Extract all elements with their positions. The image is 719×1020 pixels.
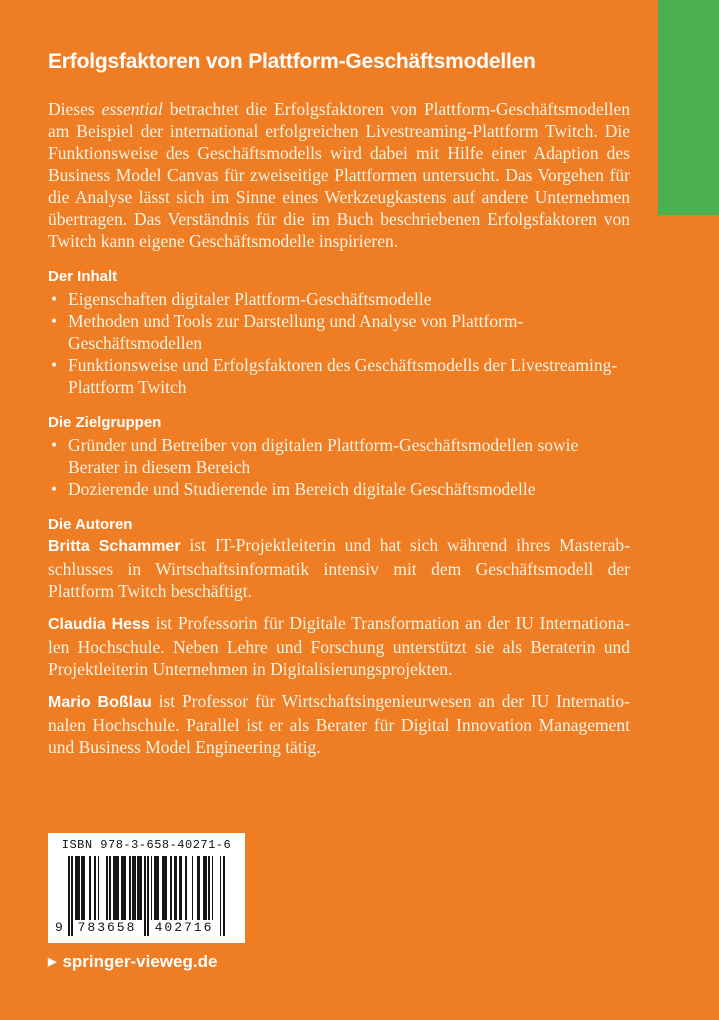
- bullet-icon: •: [51, 355, 58, 375]
- publisher-url: [48, 952, 217, 972]
- author-bio: [48, 690, 630, 758]
- intro-paragraph: [48, 98, 630, 252]
- author-name: Mario Boßlau: [48, 694, 152, 711]
- author-name: Claudia Hess: [48, 616, 150, 633]
- author-name: Britta Schammer: [48, 538, 181, 555]
- isbn-label: ISBN 978-3-658-40271-6: [61, 838, 232, 852]
- section-heading-inhalt: Der Inhalt: [48, 268, 118, 285]
- cover-text-block: [48, 50, 630, 758]
- list-item: [48, 434, 630, 478]
- author-bio-text: ist Professorin für Digitale Transformation an der IU Internationalen Hochschule. Neben Lehre und Forschung unterstützt sie als Beraterin und Projektleiterin Unternehmen in Digitalisierungsprojekten.: [48, 613, 631, 679]
- barcode-digits-right: 402716: [151, 920, 217, 936]
- list-item: [48, 310, 630, 354]
- list-item-text: Dozierende und Studierende im Bereich digitale Geschäftsmodelle: [68, 479, 536, 499]
- arrow-icon: ▶: [48, 956, 57, 968]
- author-bio-text: ist IT-Projektleiterin und hat sich während ihres Masterabschlusses in Wirtschaftsinformatik intensiv mit dem Geschäftsmodell der Plattform Twitch beschäftigt.: [48, 535, 631, 601]
- inhalt-list: [48, 288, 630, 398]
- page-title: Erfolgsfaktoren von Plattform-Geschäftsmodellen: [48, 50, 536, 73]
- author-bio: [48, 612, 630, 680]
- bullet-icon: •: [51, 289, 58, 309]
- bullet-icon: •: [51, 435, 58, 455]
- zielgruppen-list: [48, 434, 630, 500]
- bullet-icon: •: [51, 311, 58, 331]
- section-heading-zielgruppen: Die Zielgruppen: [48, 414, 162, 431]
- isbn-barcode: [48, 833, 245, 943]
- intro-text-pre: Dieses: [48, 99, 102, 119]
- series-color-stripe: [658, 0, 719, 215]
- barcode-digit-lead: 9: [55, 920, 63, 935]
- intro-text-post: betrachtet die Erfolgsfaktoren von Plattform-Geschäftsmodellen am Beispiel der international erfolgreichen Livestreaming-Plattform Twitch. Die Funktionsweise des Geschäftsmodells wird dabei mit Hilfe einer Adaption des Business Model Canvas für zweiseitige Plattformen untersucht. Das Vorgehen für die Analyse lässt sich im Sinne eines Werkzeugkastens auf andere Unternehmen übertragen. Das Verständnis für die im Buch beschriebenen Erfolgsfaktoren von Twitch kann eigene Geschäftsmodelle inspirieren.: [48, 99, 631, 251]
- list-item: [48, 478, 630, 500]
- list-item-text: Eigenschaften digitaler Plattform-Geschäftsmodelle: [68, 289, 432, 309]
- list-item-text: Methoden und Tools zur Darstellung und Analyse von Plattform-Geschäftsmodellen: [68, 311, 524, 353]
- author-bio: [48, 534, 630, 602]
- barcode-digits-left: 783658: [74, 920, 140, 936]
- section-heading-autoren: Die Autoren: [48, 516, 133, 533]
- bullet-icon: •: [51, 479, 58, 499]
- intro-text-italic: essential: [101, 99, 163, 119]
- list-item-text: Funktionsweise und Erfolgsfaktoren des Geschäftsmodells der Livestreaming-Plattform Twitch: [68, 355, 618, 397]
- publisher-url-text: springer-vieweg.de: [62, 952, 218, 971]
- author-bio-text: ist Professor für Wirtschaftsingenieurwesen an der IU Internationalen Hochschule. Parallel ist er als Berater für Digital Innovation Management und Business Model Engineering tätig.: [48, 691, 630, 757]
- list-item-text: Gründer und Betreiber von digitalen Plattform-Geschäftsmodellen sowie Berater in diesem Bereich: [68, 435, 579, 477]
- list-item: [48, 288, 630, 310]
- list-item: [48, 354, 630, 398]
